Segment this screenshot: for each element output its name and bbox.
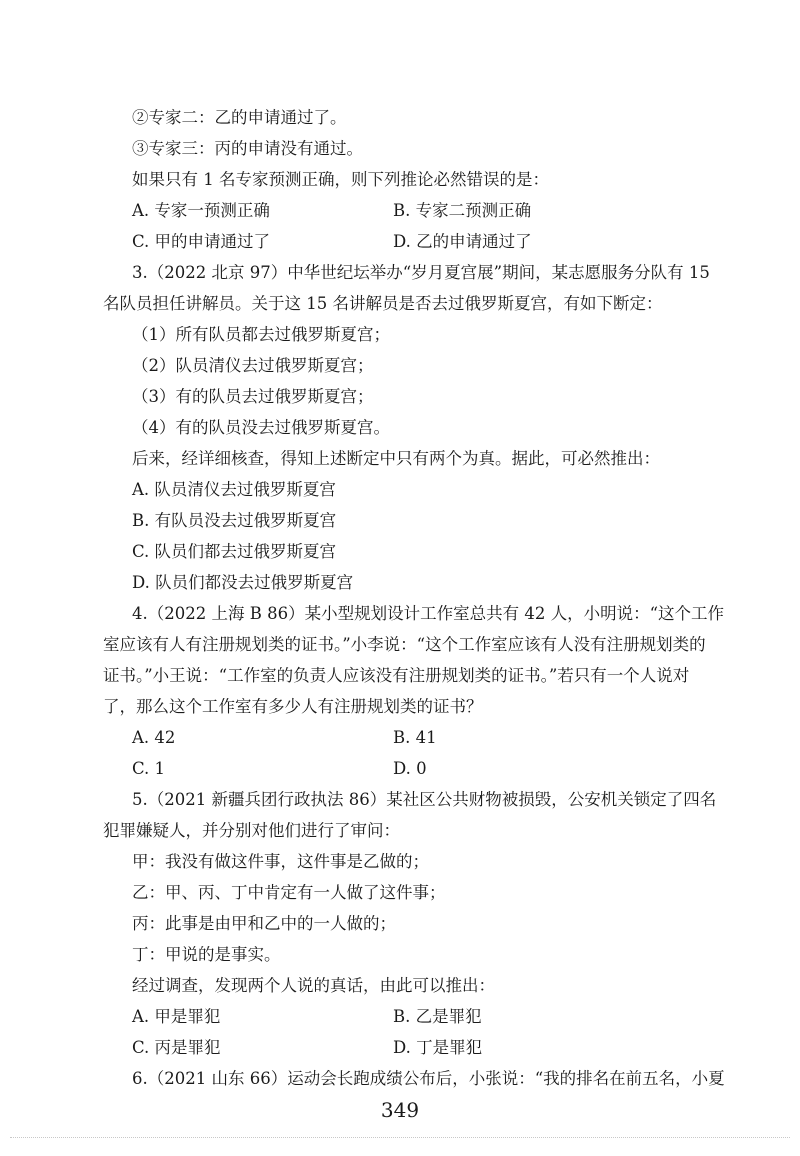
q5-intro-line-1: 5.（2021 新疆兵团行政执法 86）某社区公共财物被损毁，公安机关锁定了四名: [132, 790, 717, 809]
page-number: 349: [380, 1098, 420, 1122]
q5-statement-bing: 丙：此事是由甲和乙中的一人做的；: [132, 914, 396, 933]
q4-line-3: 证书。”小王说：“工作室的负责人应该没有注册规划类的证书。”若只有一个人说对: [103, 666, 690, 685]
q5-option-a: A. 甲是罪犯: [132, 1007, 221, 1026]
q5-statement-jia: 甲：我没有做这件事，这件事是乙做的；: [132, 852, 429, 871]
q4-option-b: B. 41: [393, 728, 437, 747]
q3-statement-3: （3）有的队员去过俄罗斯夏宫；: [132, 387, 374, 406]
q3-prompt: 后来，经详细核查，得知上述断定中只有两个为真。据此，可必然推出：: [132, 449, 660, 468]
q5-statement-ding: 丁：甲说的是事实。: [132, 945, 281, 964]
q3-option-a: A. 队员清仪去过俄罗斯夏宫: [132, 480, 336, 499]
bottom-dotted-rule: [10, 1137, 790, 1138]
q3-option-b: B. 有队员没去过俄罗斯夏宫: [132, 511, 337, 530]
q2-statement-2: ②专家二：乙的申请通过了。: [132, 108, 347, 127]
q6-intro-line-1: 6.（2021 山东 66）运动会长跑成绩公布后，小张说：“我的排名在前五名，小夏: [132, 1069, 725, 1088]
q2-statement-3: ③专家三：丙的申请没有通过。: [132, 139, 363, 158]
q5-statement-yi: 乙：甲、丙、丁中肯定有一人做了这件事；: [132, 883, 446, 902]
q3-statement-1: （1）所有队员都去过俄罗斯夏宫；: [132, 325, 390, 344]
q5-prompt: 经过调查，发现两个人说的真话，由此可以推出：: [132, 976, 495, 995]
q3-statement-4: （4）有的队员没去过俄罗斯夏宫。: [132, 418, 390, 437]
q5-option-c: C. 丙是罪犯: [132, 1038, 221, 1057]
q5-option-d: D. 丁是罪犯: [393, 1038, 483, 1057]
q5-option-b: B. 乙是罪犯: [393, 1007, 482, 1026]
q4-line-4: 了，那么这个工作室有多少人有注册规划类的证书？: [103, 697, 483, 716]
q2-option-a: A. 专家一预测正确: [132, 201, 270, 220]
q4-option-d: D. 0: [393, 759, 427, 778]
q3-statement-2: （2）队员清仪去过俄罗斯夏宫；: [132, 356, 374, 375]
q3-intro-line-2: 名队员担任讲解员。关于这 15 名讲解员是否去过俄罗斯夏宫，有如下断定：: [103, 294, 663, 313]
q3-option-d: D. 队员们都没去过俄罗斯夏宫: [132, 573, 354, 592]
q2-prompt: 如果只有 1 名专家预测正确，则下列推论必然错误的是：: [132, 170, 549, 189]
q3-intro-line-1: 3.（2022 北京 97）中华世纪坛举办“岁月夏宫展”期间，某志愿服务分队有 15: [132, 263, 710, 282]
q2-option-c: C. 甲的申请通过了: [132, 232, 271, 251]
q5-intro-line-2: 犯罪嫌疑人，并分别对他们进行了审问：: [103, 821, 400, 840]
q4-line-2: 室应该有人有注册规划类的证书。”小李说：“这个工作室应该有人没有注册规划类的: [103, 635, 706, 654]
q3-option-c: C. 队员们都去过俄罗斯夏宫: [132, 542, 337, 561]
q4-option-a: A. 42: [132, 728, 176, 747]
q4-line-1: 4.（2022 上海 B 86）某小型规划设计工作室总共有 42 人，小明说：“这个工作: [132, 604, 725, 623]
q4-option-c: C. 1: [132, 759, 166, 778]
q2-option-b: B. 专家二预测正确: [393, 201, 532, 220]
q2-option-d: D. 乙的申请通过了: [393, 232, 532, 251]
